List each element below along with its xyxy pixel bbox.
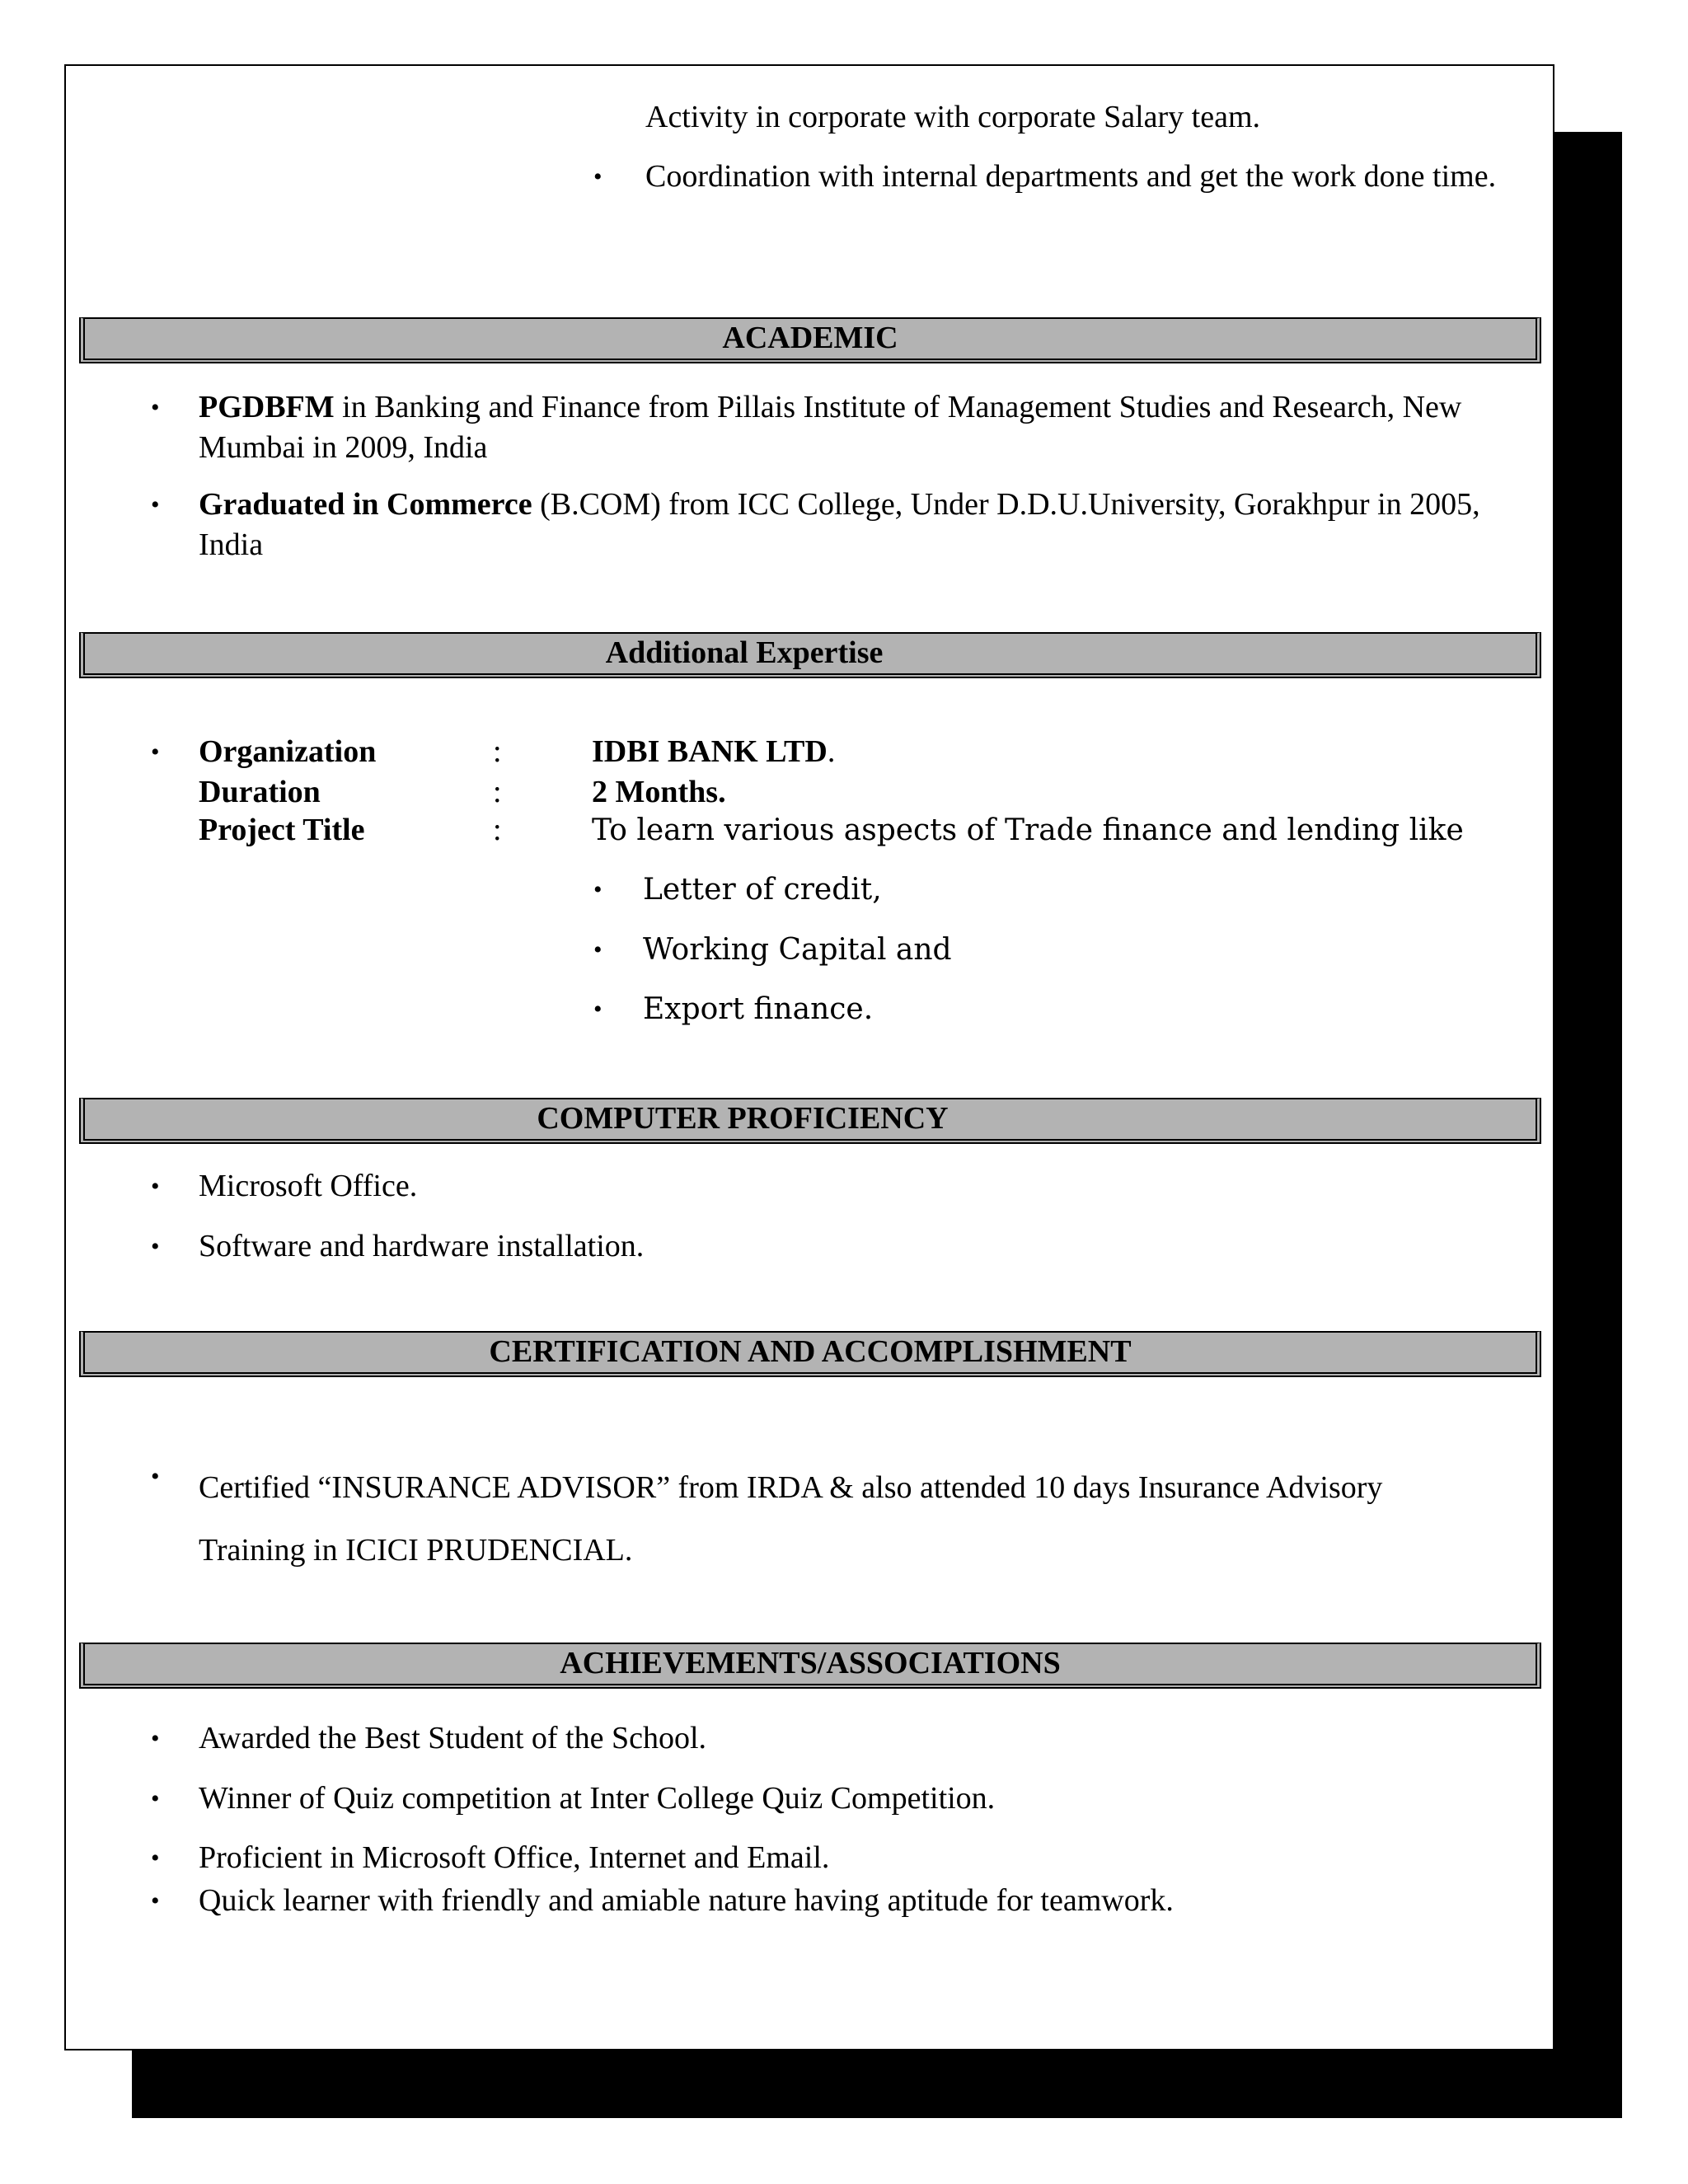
continuation-text: Activity in corporate with corporate Salary team.: [645, 100, 1261, 134]
bullet-icon: •: [151, 491, 160, 518]
bullet-icon: •: [151, 1233, 160, 1260]
academic-heading-bar: [79, 317, 1541, 363]
bullet-icon: •: [593, 163, 603, 190]
duration-label: Duration: [199, 775, 321, 809]
computer-item: Software and hardware installation.: [199, 1229, 645, 1263]
bullet-icon: •: [151, 1463, 160, 1490]
computer-proficiency-heading: COMPUTER PROFICIENCY: [537, 1101, 949, 1136]
bullet-icon: •: [151, 1173, 160, 1200]
bullet-icon: •: [593, 936, 603, 963]
bullet-icon: •: [151, 1844, 160, 1872]
bullet-icon: •: [151, 1725, 160, 1752]
achievements-heading: ACHIEVEMENTS/ASSOCIATIONS: [560, 1646, 1061, 1680]
bullet-icon: •: [151, 394, 160, 421]
certification-item: Certified “INSURANCE ADVISOR” from IRDA & also attended 10 days Insurance Advisory Training in ICICI PRUDENCIAL.: [199, 1470, 1383, 1568]
achievement-item: Quick learner with friendly and amiable nature having aptitude for teamwork.: [199, 1883, 1174, 1918]
computer-item: Microsoft Office.: [199, 1169, 418, 1203]
duration-value: [592, 772, 726, 813]
organization-punct: .: [827, 734, 836, 769]
project-title-label: Project Title: [199, 813, 365, 847]
computer-proficiency-heading-bar: [79, 1098, 1541, 1144]
academic-detail: in Banking and Finance from Pillais Institute of Management Studies and Research, New Mumbai in 2009, India: [199, 390, 1462, 465]
organization-label: Organization: [199, 734, 377, 769]
academic-heading: ACADEMIC: [722, 321, 898, 355]
project-subitem: Letter of credit,: [643, 873, 882, 907]
certification-heading: CERTIFICATION AND ACCOMPLISHMENT: [489, 1334, 1132, 1369]
organization-separator: :: [493, 734, 502, 769]
bullet-icon: •: [151, 738, 160, 766]
project-title-separator: :: [493, 813, 502, 847]
achievement-item: Proficient in Microsoft Office, Internet and Email.: [199, 1840, 830, 1875]
academic-detail: (B.COM) from ICC College, Under D.D.U.University, Gorakhpur in 2005, India: [199, 487, 1480, 562]
project-title-value: To learn various aspects of Trade finance and lending like: [592, 813, 1464, 847]
academic-degree: Graduated in Commerce: [199, 487, 532, 522]
additional-expertise-heading-bar: [79, 632, 1541, 678]
bullet-icon: •: [593, 996, 603, 1023]
achievement-item: Awarded the Best Student of the School.: [199, 1721, 707, 1755]
duration-separator: :: [493, 775, 502, 809]
bullet-icon: •: [593, 876, 603, 903]
achievements-heading-bar: [79, 1643, 1541, 1689]
coordination-bullet-text: Coordination with internal departments and get the work done time.: [645, 159, 1497, 194]
project-subitem: Working Capital and: [643, 933, 952, 967]
academic-degree: PGDBFM: [199, 390, 335, 424]
additional-expertise-heading: Additional Expertise: [605, 635, 884, 670]
organization-value: [592, 732, 835, 772]
achievement-item: Winner of Quiz competition at Inter College Quiz Competition.: [199, 1781, 996, 1816]
academic-item: [199, 387, 1517, 468]
bullet-icon: •: [151, 1887, 160, 1915]
organization-name: IDBI BANK LTD: [592, 734, 828, 769]
project-subitem: Export finance.: [643, 992, 874, 1026]
certification-heading-bar: [79, 1331, 1541, 1377]
academic-item: [199, 485, 1517, 565]
duration-text: 2 Months.: [592, 775, 726, 809]
bullet-icon: •: [151, 1785, 160, 1812]
